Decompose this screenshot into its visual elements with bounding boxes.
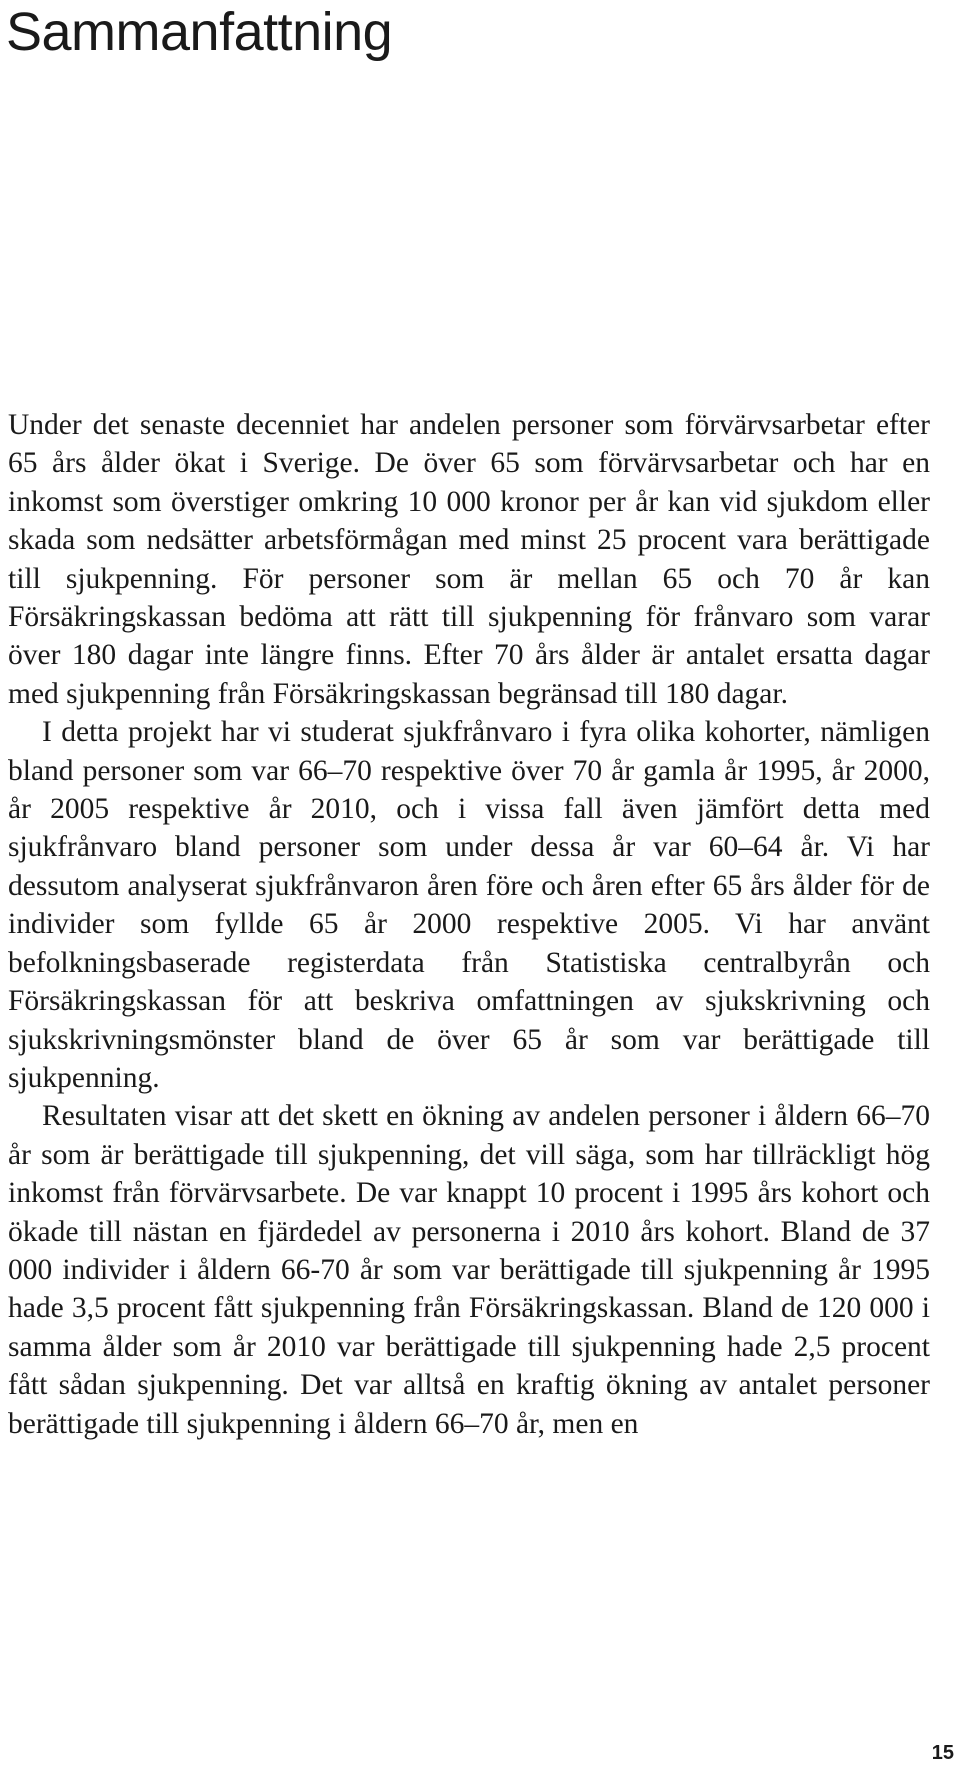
body-text: [8, 406, 930, 1443]
paragraph-method: I detta projekt har vi studerat sjukfrånvaro i fyra olika kohorter, nämligen bland personer som var 66–70 respektive över 70 år gamla år 1995, år 2000, år 2005 respektive år 2010, och i vissa fall även jämfört detta med sjukfrånvaro bland personer som under dessa år var 60–64 år. Vi har dessutom analyserat sjukfrånvaron åren före och åren efter 65 års ålder för de individer som fyllde 65 år 2000 respektive 2005. Vi har använt befolkningsbaserade registerdata från Statistiska centralbyrån och Försäkringskassan för att beskriva omfattningen av sjukskrivning och sjukskrivningsmönster bland de över 65 år som var berättigade till sjukpenning.: [8, 716, 930, 1094]
paragraph-results: Resultaten visar att det skett en ökning av andelen personer i åldern 66–70 år som är berättigade till sjukpenning, det vill säga, som har tillräckligt hög inkomst från förvärvsarbete. De var knappt 10 procent i 1995 års kohort och ökade till nästan en fjärdedel av personerna i 2010 års kohort. Bland de 37 000 individer i åldern 66-70 år som var berättigade till sjukpenning år 1995 hade 3,5 procent fått sjukpenning från Försäkringskassan. Bland de 120 000 i samma ålder som år 2010 var berättigade till sjukpenning hade 2,5 procent fått sådan sjukpenning. Det var alltså en kraftig ökning av antalet personer berättigade till sjukpenning i åldern 66–70 år, men en: [8, 1100, 930, 1440]
paragraph-intro: Under det senaste decenniet har andelen personer som förvärvsarbetar efter 65 års ålder ökat i Sverige. De över 65 som förvärvsarbetar och har en inkomst som överstiger omkring 10 000 kronor per år kan vid sjukdom eller skada som nedsätter arbetsförmågan med minst 25 procent vara berättigade till sjukpenning. För personer som är mellan 65 och 70 år kan Försäkringskassan bedöma att rätt till sjukpenning för frånvaro som varar över 180 dagar inte längre finns. Efter 70 års ålder är antalet ersatta dagar med sjukpenning från Försäkringskassan begränsad till 180 dagar.: [8, 409, 930, 710]
page-title: Sammanfattning: [6, 2, 393, 62]
page-number: 15: [931, 1742, 954, 1764]
